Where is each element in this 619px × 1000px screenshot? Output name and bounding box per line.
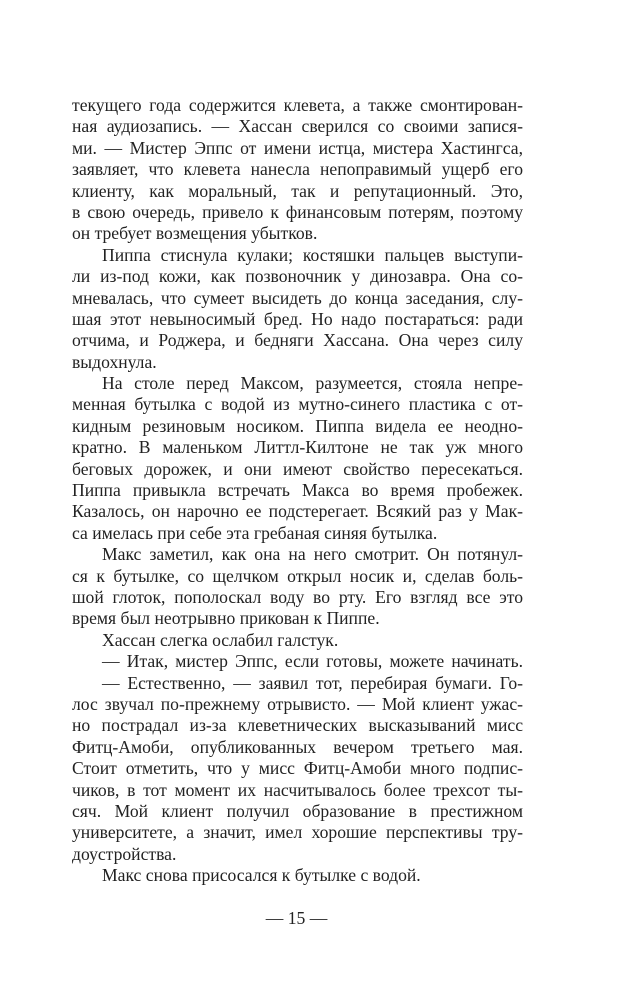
text-line: ли из-под кожи, как позвоночник у динозавра. Она со- xyxy=(72,266,523,287)
text-line: ся к бутылке, со щелчком открыл носик и, сделав боль- xyxy=(72,565,523,586)
text-line: в свою очередь, привело к финансовым потерям, поэтому xyxy=(72,201,523,222)
paragraph xyxy=(72,865,523,886)
text-line: На столе перед Максом, разумеется, стояла непре- xyxy=(102,373,523,394)
text-line: заявляет, что клевета нанесла непоправимый ущерб его xyxy=(72,159,523,180)
dialogue-paragraph xyxy=(72,673,523,866)
text-line: чиков, в тот момент их насчитывалось более трехсот ты- xyxy=(72,779,523,800)
text-line: отчима, и Роджера, и бедняги Хассана. Она через силу xyxy=(72,330,523,351)
text-line: Фитц-Амоби, опубликованных вечером третьего мая. xyxy=(72,736,523,757)
text-line: менная бутылка с водой из мутно-синего пластика с от- xyxy=(72,394,523,415)
text-line: Стоит отметить, что у мисс Фитц-Амоби много подпис- xyxy=(72,758,523,779)
page-number-label: — 15 — xyxy=(265,908,328,928)
text-line: но пострадал из-за клеветнических высказываний мисс xyxy=(72,715,523,736)
text-line: Макс снова присосался к бутылке с водой. xyxy=(102,865,421,886)
text-line: сяч. Мой клиент получил образование в престижном xyxy=(72,800,523,821)
text-line: мневалась, что сумеет высидеть до конца заседания, слу- xyxy=(72,287,523,308)
text-line: Макс заметил, как она на него смотрит. Он потянул- xyxy=(102,544,523,565)
paragraph xyxy=(72,630,523,651)
text-line: Пиппа привыкла встречать Макса во время пробежек. xyxy=(72,480,523,501)
page-number xyxy=(0,907,619,929)
text-line: он требует возмещения убытков. xyxy=(72,223,318,244)
text-line: университете, а значит, имел хорошие перспективы тру- xyxy=(72,822,523,843)
text-line: са имелась при себе эта гребаная синяя бутылка. xyxy=(72,522,438,543)
text-line: — Итак, мистер Эппс, если готовы, можете начинать. xyxy=(102,651,523,672)
text-line: время был неотрывно прикован к Пиппе. xyxy=(72,608,380,629)
text-line: кидным резиновым носиком. Пиппа видела ее неодно- xyxy=(72,415,523,436)
text-line: кратно. В маленьком Литтл-Килтоне не так уж много xyxy=(72,437,523,458)
dialogue-paragraph xyxy=(72,651,523,672)
paragraph xyxy=(72,245,523,373)
text-line: доустройства. xyxy=(72,843,177,864)
text-line: шая этот невыносимый бред. Но надо постараться: ради xyxy=(72,308,523,329)
body-text xyxy=(72,95,523,886)
text-line: выдохнула. xyxy=(72,351,157,372)
text-line: ми. — Мистер Эппс от имени истца, мистера Хастингса, xyxy=(72,137,523,158)
text-line: Хассан слегка ослабил галстук. xyxy=(102,629,339,650)
paragraph xyxy=(72,373,523,544)
paragraph xyxy=(72,95,523,245)
text-line: клиенту, как моральный, так и репутационный. Это, xyxy=(72,180,523,201)
text-line: ная аудиозапись. — Хассан сверился со своими запися- xyxy=(72,116,523,137)
text-line: беговых дорожек, и они имеют свойство пересекаться. xyxy=(72,458,523,479)
text-line: лос звучал по-прежнему отрывисто. — Мой клиент ужас- xyxy=(72,693,523,714)
text-line: текущего года содержится клевета, а также смонтирован- xyxy=(72,95,523,115)
text-line: — Естественно, — заявил тот, перебирая бумаги. Го- xyxy=(102,672,523,693)
text-line: Пиппа стиснула кулаки; костяшки пальцев выступи- xyxy=(102,244,523,265)
text-line: Казалось, он нарочно ее подстерегает. Всякий раз у Мак- xyxy=(72,501,523,522)
paragraph xyxy=(72,544,523,630)
text-line: шой глоток, пополоскал воду во рту. Его взгляд все это xyxy=(72,586,523,607)
